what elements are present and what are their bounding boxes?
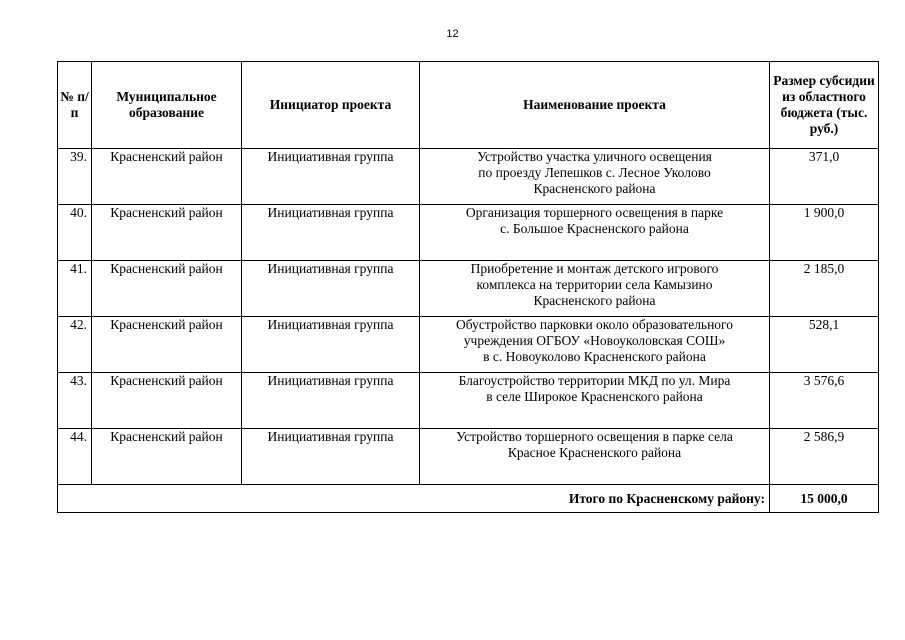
row-region: Красненский район [92,149,242,205]
row-initiator: Инициативная группа [242,373,420,429]
project-line: Устройство участка уличного освещения [477,149,712,164]
row-initiator: Инициативная группа [242,149,420,205]
row-initiator: Инициативная группа [242,317,420,373]
row-region: Красненский район [92,261,242,317]
row-num: 39. [58,149,92,205]
row-region: Красненский район [92,317,242,373]
project-line: в с. Новоуколово Красненского района [483,349,706,364]
row-num: 44. [58,429,92,485]
subsidy-table [57,61,879,513]
row-project [420,317,770,373]
project-line: учреждения ОГБОУ «Новоуколовская СОШ» [463,333,726,348]
table-row [58,205,879,261]
row-amount: 2 586,9 [770,429,879,485]
project-line: по проезду Лепешков с. Лесное Уколово [478,165,711,180]
header-num: № п/п [58,62,92,149]
row-num: 43. [58,373,92,429]
project-line: Устройство торшерного освещения в парке села [456,429,733,444]
project-line: Благоустройство территории МКД по ул. Мира [458,373,731,388]
page-number: 12 [446,28,459,40]
total-label: Итого по Красненскому району: [58,485,770,513]
row-initiator: Инициативная группа [242,205,420,261]
project-line: Красное Красненского района [507,445,682,460]
project-line: Красненского района [533,293,656,308]
row-initiator: Инициативная группа [242,261,420,317]
row-num: 42. [58,317,92,373]
table-row [58,149,879,205]
row-region: Красненский район [92,373,242,429]
table-header-row [58,62,879,149]
row-amount: 3 576,6 [770,373,879,429]
total-value: 15 000,0 [770,485,879,513]
row-amount: 1 900,0 [770,205,879,261]
row-amount: 528,1 [770,317,879,373]
row-project [420,373,770,429]
total-row [58,485,879,513]
header-project: Наименование проекта [420,62,770,149]
project-line: с. Большое Красненского района [500,221,689,236]
row-region: Красненский район [92,429,242,485]
row-initiator: Инициативная группа [242,429,420,485]
row-project [420,429,770,485]
table-row [58,261,879,317]
row-amount: 371,0 [770,149,879,205]
project-line: комплекса на территории села Камызино [476,277,713,292]
table-row [58,429,879,485]
project-line: Красненского района [533,181,656,196]
header-initiator: Инициатор проекта [242,62,420,149]
table-row [58,317,879,373]
row-num: 41. [58,261,92,317]
row-num: 40. [58,205,92,261]
project-line: Обустройство парковки около образовательного [455,317,734,332]
header-amount: Размер субсидии из областного бюджета (тыс. руб.) [770,62,879,149]
row-amount: 2 185,0 [770,261,879,317]
row-region: Красненский район [92,205,242,261]
row-project [420,149,770,205]
header-region: Муниципальное образование [92,62,242,149]
project-line: в селе Широкое Красненского района [486,389,703,404]
project-line: Приобретение и монтаж детского игрового [470,261,719,276]
row-project [420,205,770,261]
table-row [58,373,879,429]
project-line: Организация торшерного освещения в парке [465,205,724,220]
row-project [420,261,770,317]
